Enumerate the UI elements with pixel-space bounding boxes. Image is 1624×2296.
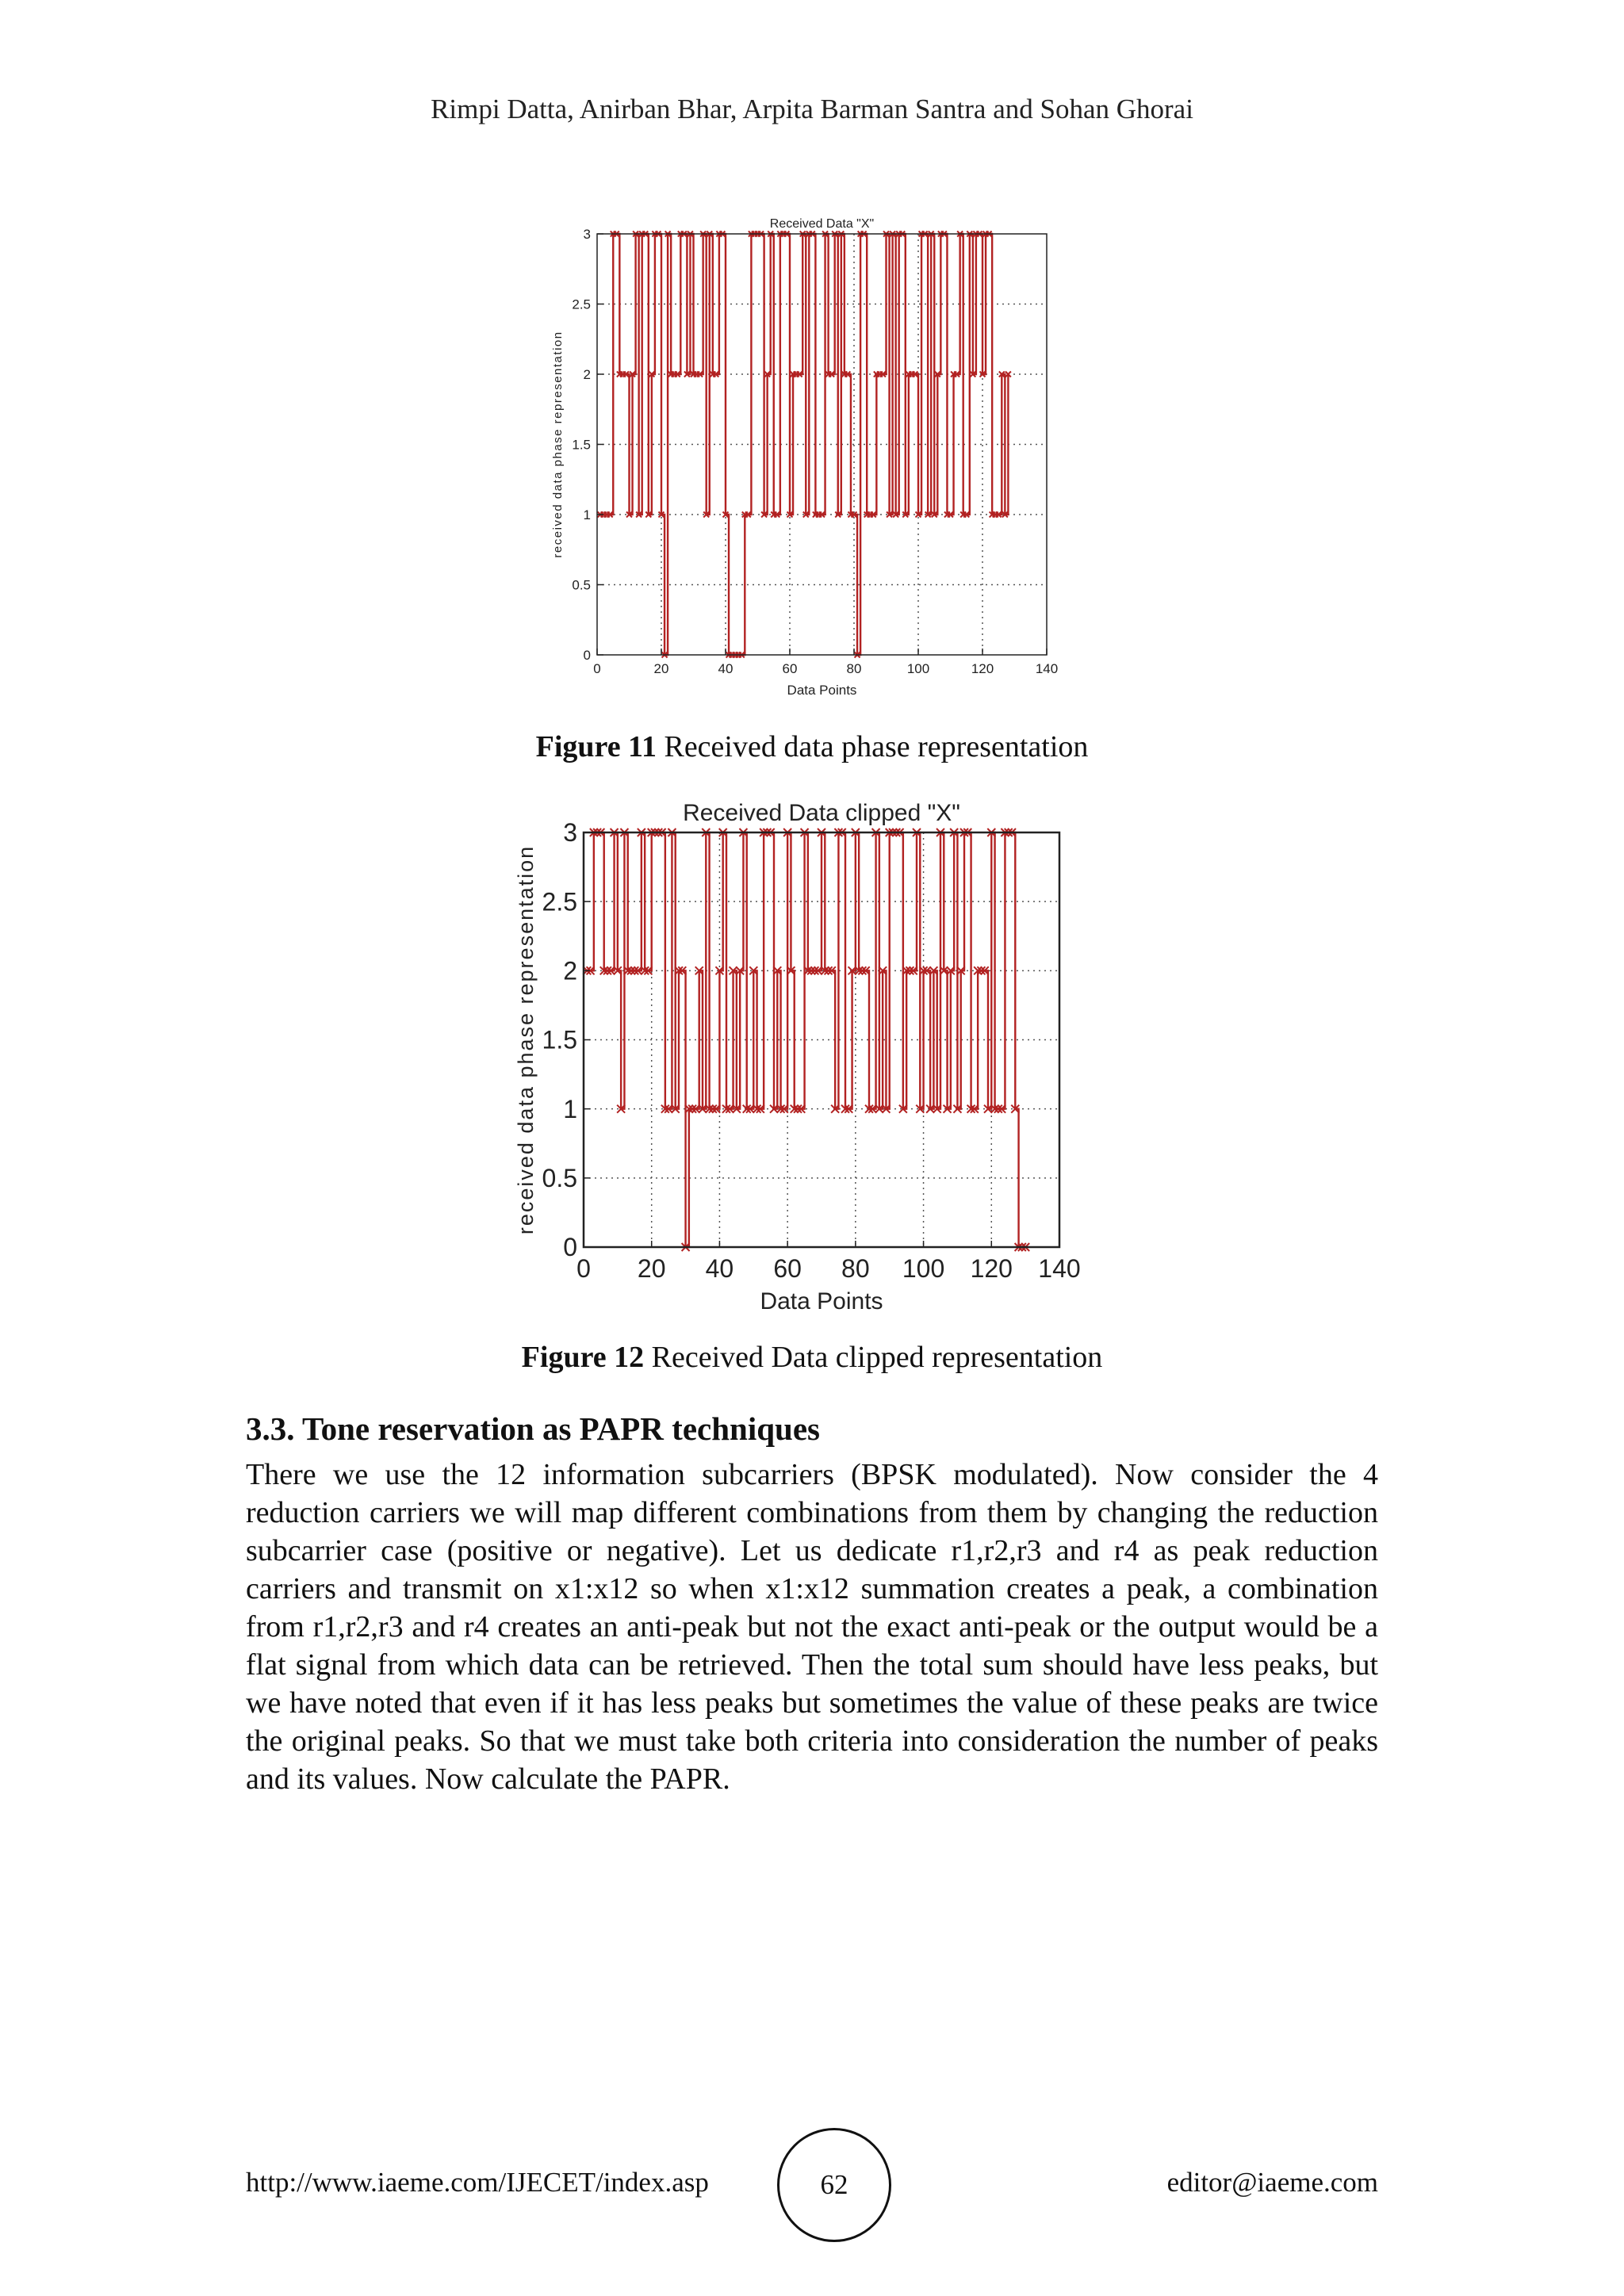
page-number — [777, 2128, 891, 2242]
y-tick-label: 1 — [563, 1094, 577, 1123]
x-tick-label: 20 — [637, 1254, 666, 1283]
figure-11-label: Figure 11 — [535, 730, 657, 763]
y-axis-label: received data phase representation — [551, 331, 565, 558]
y-tick-label: 3 — [563, 818, 577, 848]
y-tick-label: 1 — [583, 507, 591, 522]
series-line — [600, 234, 1008, 655]
y-tick-label: 0.5 — [542, 1164, 577, 1193]
chart-title: Received Data clipped "X" — [683, 800, 960, 826]
x-tick-label: 120 — [971, 661, 994, 676]
x-tick-label: 140 — [1035, 661, 1059, 676]
figure-12-caption-text: Received Data clipped representation — [651, 1341, 1103, 1374]
x-axis-label: Data Points — [760, 1288, 883, 1314]
figure-12-caption — [0, 1340, 1624, 1375]
chart-title: Received Data "X" — [769, 217, 875, 231]
section-heading: 3.3. Tone reservation as PAPR techniques — [246, 1410, 820, 1447]
figure-12-chart — [508, 781, 1086, 1320]
y-tick-label: 0.5 — [572, 577, 591, 593]
figure-11-caption-text: Received data phase representation — [664, 730, 1089, 763]
y-tick-label: 2 — [583, 366, 591, 382]
running-header: Rimpi Datta, Anirban Bhar, Arpita Barman Santra and Sohan Ghorai — [431, 94, 1193, 124]
x-axis-label: Data Points — [787, 683, 857, 698]
x-tick-label: 100 — [902, 1254, 945, 1283]
y-tick-label: 3 — [583, 226, 591, 242]
x-tick-label: 80 — [841, 1254, 870, 1283]
y-tick-label: 2.5 — [542, 887, 577, 916]
figure-12-label: Figure 12 — [521, 1341, 645, 1374]
footer-url[interactable]: http://www.iaeme.com/IJECET/index.asp — [246, 2167, 709, 2198]
y-tick-label: 0 — [563, 1233, 577, 1262]
y-tick-label: 1.5 — [572, 437, 591, 453]
y-axis-label: received data phase representation — [514, 844, 538, 1235]
footer-email[interactable]: editor@iaeme.com — [1166, 2167, 1378, 2198]
figure-11-caption — [0, 729, 1624, 764]
x-tick-label: 40 — [705, 1254, 734, 1283]
x-tick-label: 0 — [576, 1254, 591, 1283]
section-body: There we use the 12 information subcarriers (BPSK modulated). Now consider the 4 reduction carriers we will map different combinations from them by changing the reduction subcarrier case (positive or negative). Let us dedicate r1,r2,r3 and r4 as peak reduction carriers and transmit on x1:x12 so when x1:x12 summation creates a peak, a combination from r1,r2,r3 and r4 creates an anti-peak but not the exact anti-peak or the output would be a flat signal from which data can be retrieved. Then the total sum should have less peaks, but we have noted that even if it has less peaks but sometimes the value of these peaks are twice the original peaks. So that we must take both criteria into consideration the number of peaks and its values. Now calculate the PAPR. — [246, 1458, 1378, 1796]
x-tick-label: 140 — [1038, 1254, 1081, 1283]
x-tick-label: 120 — [970, 1254, 1013, 1283]
y-tick-label: 2.5 — [572, 297, 591, 312]
figure-11-chart — [547, 202, 1071, 710]
x-tick-label: 20 — [653, 661, 669, 676]
x-tick-label: 100 — [906, 661, 930, 676]
x-tick-label: 40 — [718, 661, 733, 676]
y-tick-label: 1.5 — [542, 1025, 577, 1054]
y-tick-label: 2 — [563, 956, 577, 985]
y-tick-label: 0 — [583, 647, 591, 663]
x-tick-label: 60 — [782, 661, 798, 676]
x-tick-label: 0 — [593, 661, 601, 676]
x-tick-label: 60 — [773, 1254, 802, 1283]
x-tick-label: 80 — [846, 661, 862, 676]
page-number-text: 62 — [820, 2169, 848, 2200]
chart-received-data — [547, 202, 1071, 710]
chart-received-data-clipped — [508, 781, 1086, 1320]
